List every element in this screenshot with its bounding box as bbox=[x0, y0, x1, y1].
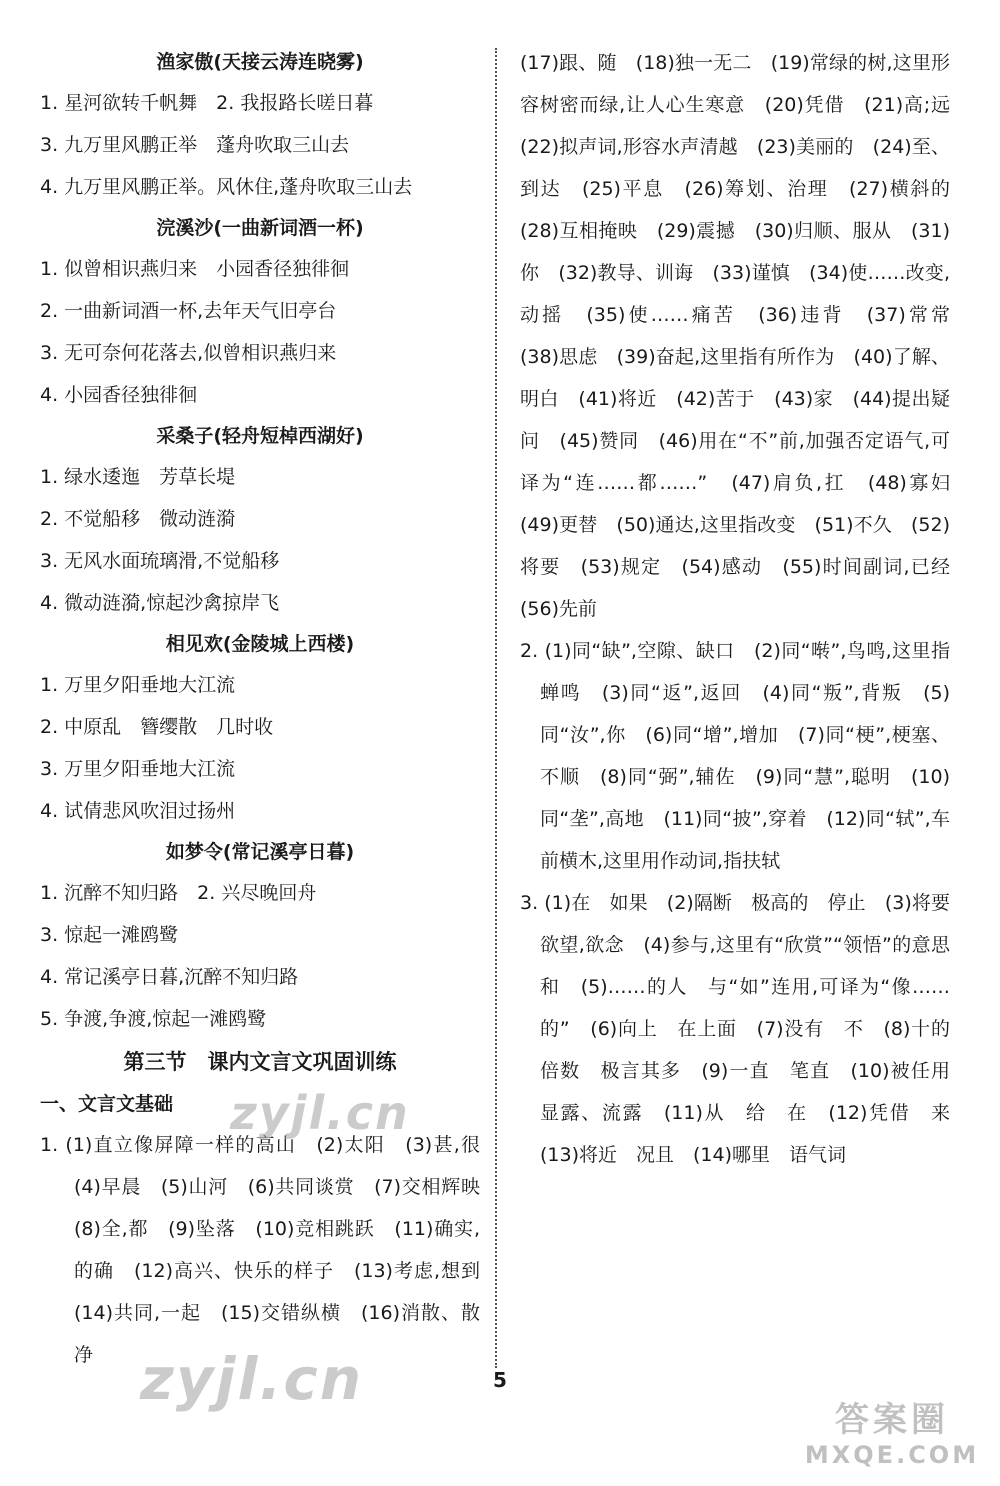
watermark-zyjl: zyjl.cn bbox=[140, 1345, 364, 1413]
answer-line: 1. 星河欲转千帆舞 2. 我报路长嗟日暮 bbox=[40, 92, 374, 114]
watermark-zyjl: zyjl.cn bbox=[230, 1086, 410, 1140]
watermark-logo bbox=[802, 1400, 982, 1480]
section-title: 如梦令(常记溪亭日暮) bbox=[165, 841, 355, 863]
chapter-heading: 第三节 课内文言文巩固训练 bbox=[123, 1050, 397, 1074]
section-title: 采桑子(轻舟短棹西湖好) bbox=[156, 425, 364, 447]
answer-line: 4. 试倩悲风吹泪过扬州 bbox=[40, 800, 236, 822]
answer-line: 2. 一曲新词酒一杯,去年天气旧亭台 bbox=[40, 300, 337, 322]
answer-line: 2. 不觉船移 微动涟漪 bbox=[40, 508, 236, 530]
page-number: 5 bbox=[493, 1368, 507, 1392]
answer-item-1-continued: (17)跟、随 (18)独一无二 (19)常绿的树,这里形容树密而绿,让人心生寒意 (20)凭借 (21)高;远 (22)拟声词,形容水声清越 (23)美丽的 (24)至、到达 (25)平息 (26)筹划、治理 (27)横斜的 (28)互相掩映 (29)震撼 (30)归顺、服从 (31)你 (32)教导、训诲 (33)谨慎 (34)使……改变,动摇 (35)使……痛苦 (36)违背 (37)常常 (38)思虑 (39)奋起,这里指有所作为 (40)了解、明白 (41)将近 (42)苦于 (43)家 (44)提出疑问 (45)赞同 (46)用在“不”前,加强否定语气,可译为“连……都……” (47)肩负,扛 (48)寡妇 (49)更替 (50)通达,这里指改变 (51)不久 (52)将要 (53)规定 (54)感动 (55)时间副词,已经 (56)先前 bbox=[520, 52, 970, 620]
answer-line: 4. 九万里风鹏正举。风休住,蓬舟吹取三山去 bbox=[40, 176, 413, 198]
logo-text-cn: 答案圈 bbox=[835, 1400, 949, 1440]
section-title: 相见欢(金陵城上西楼) bbox=[165, 633, 355, 655]
column-divider bbox=[495, 48, 497, 1368]
answer-line: 4. 微动涟漪,惊起沙禽掠岸飞 bbox=[40, 592, 280, 614]
answer-line: 1. 万里夕阳垂地大江流 bbox=[40, 674, 236, 696]
answer-line: 2. 中原乱 簪缨散 几时收 bbox=[40, 716, 274, 738]
section-xiangjianhuan bbox=[40, 624, 480, 832]
answer-line: 3. 无风水面琉璃滑,不觉船移 bbox=[40, 550, 280, 572]
answer-line: 3. 惊起一滩鸥鹭 bbox=[40, 924, 179, 946]
answer-line: 1. 似曾相识燕归来 小园香径独徘徊 bbox=[40, 258, 350, 280]
section-rumengling bbox=[40, 832, 480, 1040]
answer-item-1: 1. (1)直立像屏障一样的高山 (2)太阳 (3)甚,很 (4)早晨 (5)山河 (6)共同谈赏 (7)交相辉映 (8)全,都 (9)坠落 (10)竞相跳跃 (11)确实,的确 (12)高兴、快乐的样子 (13)考虑,想到 (14)共同,一起 (15)交错纵横 (16)消散、散净 bbox=[40, 1134, 500, 1366]
answer-line: 4. 小园香径独徘徊 bbox=[40, 384, 198, 406]
answer-line: 1. 绿水逶迤 芳草长堤 bbox=[40, 466, 236, 488]
left-column bbox=[40, 42, 500, 1376]
answer-item-2: 2. (1)同“缺”,空隙、缺口 (2)同“啭”,鸟鸣,这里指蝉鸣 (3)同“返”,返回 (4)同“叛”,背叛 (5)同“汝”,你 (6)同“增”,增加 (7)同“梗”,梗塞、不顺 (8)同“弼”,辅佐 (9)同“慧”,聪明 (10)同“垄”,高地 (11)同“披”,穿着 (12)同“轼”,车前横木,这里用作动词,指扶轼 bbox=[520, 640, 950, 872]
section-title: 浣溪沙(一曲新词酒一杯) bbox=[156, 217, 364, 239]
answer-line: 3. 九万里风鹏正举 蓬舟吹取三山去 bbox=[40, 134, 350, 156]
answer-item-3: 3. (1)在 如果 (2)隔断 极高的 停止 (3)将要 欲望,欲念 (4)参与,这里有“欣赏”“领悟”的意思 和 (5)……的人 与“如”连用,可译为“像……的” (6)向上 在上面 (7)没有 不 (8)十的倍数 极言其多 (9)一直 笔直 (10)被任用 显露、流露 (11)从 给 在 (12)凭借 来 (13)将近 况且 (14)哪里 语气词 bbox=[520, 892, 970, 1166]
section-huanxisha bbox=[40, 208, 480, 416]
part-heading: 一、文言文基础 bbox=[40, 1093, 174, 1115]
logo-text-en: MXQE.COM bbox=[804, 1441, 980, 1469]
answer-line: 1. 沉醉不知归路 2. 兴尽晚回舟 bbox=[40, 882, 317, 904]
right-column bbox=[520, 42, 970, 1176]
answer-line: 3. 万里夕阳垂地大江流 bbox=[40, 758, 236, 780]
section-yujiaao bbox=[40, 42, 480, 208]
section-caisangzi bbox=[40, 416, 480, 624]
answer-line: 3. 无可奈何花落去,似曾相识燕归来 bbox=[40, 342, 337, 364]
answer-line: 5. 争渡,争渡,惊起一滩鸥鹭 bbox=[40, 1008, 267, 1030]
answer-line: 4. 常记溪亭日暮,沉醉不知归路 bbox=[40, 966, 299, 988]
section-title: 渔家傲(天接云涛连晓雾) bbox=[156, 51, 364, 73]
